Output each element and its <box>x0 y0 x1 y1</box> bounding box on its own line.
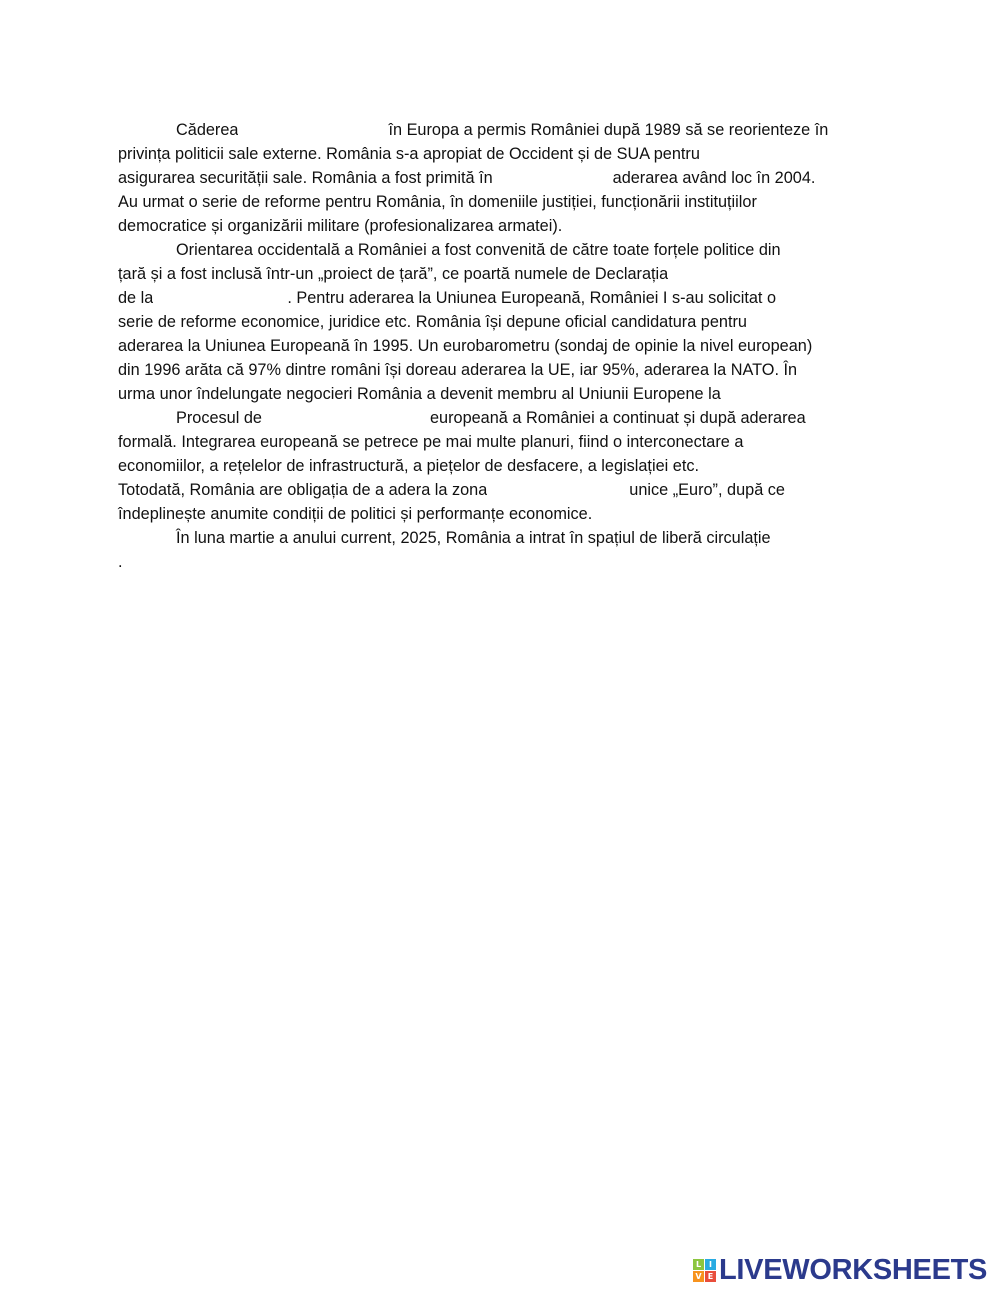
text-line: privința politicii sale externe. România s-a apropiat de Occident și de SUA pentru <box>118 145 700 163</box>
text-line: urma unor îndelungate negocieri România a devenit membru al Uniunii Europene la <box>118 382 801 406</box>
text-line: economiilor, a rețelelor de infrastructură, a piețelor de desfacere, a legislației etc. <box>118 457 700 475</box>
text-line: Orientarea occidentală a României a fost convenită de către toate forțele politice din <box>176 241 781 259</box>
answer-blank[interactable] <box>238 120 388 138</box>
answer-blank[interactable] <box>721 384 801 402</box>
text-line: Totodată, România are obligația de a adera la zona unice „Euro”, după ce <box>118 481 785 499</box>
text-line: îndeplinește anumite condiții de politici și performanțe economice. <box>118 505 593 523</box>
text-line: din 1996 arăta că 97% dintre români își doreau aderarea la UE, iar 95%, aderarea la NATO. În <box>118 361 798 379</box>
logo-grid-icon: L I V E <box>693 1259 716 1282</box>
answer-blank[interactable] <box>493 168 613 186</box>
text-line: Au urmat o serie de reforme pentru România, în domeniile justiției, funcționării instituțiilor <box>118 193 757 211</box>
text-line: . <box>118 553 123 571</box>
text-line: asigurarea securității sale. România a fost primită în aderarea având loc în 2004. <box>118 169 816 187</box>
text-line: țară și a fost inclusă într-un „proiect de țară”, ce poartă numele de Declarația <box>118 262 788 286</box>
text-line: democratice și organizării militare (profesionalizarea armatei). <box>118 217 563 235</box>
liveworksheets-logo[interactable] <box>693 1256 987 1284</box>
text-line: formală. Integrarea europeană se petrece pe mai multe planuri, fiind o interconectare a <box>118 433 744 451</box>
answer-blank[interactable] <box>487 480 629 498</box>
answer-blank[interactable] <box>153 288 287 306</box>
text-line: Căderea în Europa a permis României după 1989 să se reorienteze în <box>176 121 829 139</box>
text-line: serie de reforme economice, juridice etc. România își depune oficial candidatura pentru <box>118 313 747 331</box>
text-line: Procesul de europeană a României a continuat și după aderarea <box>176 409 806 427</box>
text-line: aderarea la Uniunea Europeană în 1995. Un eurobarometru (sondaj de opinie la nivel european) <box>118 337 813 355</box>
answer-blank[interactable] <box>771 528 811 546</box>
text-line: În luna martie a anului current, 2025, România a intrat în spațiul de liberă circulație <box>176 526 811 550</box>
logo-wordmark: LIVEWORKSHEETS <box>719 1254 988 1286</box>
answer-blank[interactable] <box>262 408 430 426</box>
answer-blank[interactable] <box>668 264 788 282</box>
text-line: de la . Pentru aderarea la Uniunea Europeană, României I s-au solicitat o <box>118 289 777 307</box>
